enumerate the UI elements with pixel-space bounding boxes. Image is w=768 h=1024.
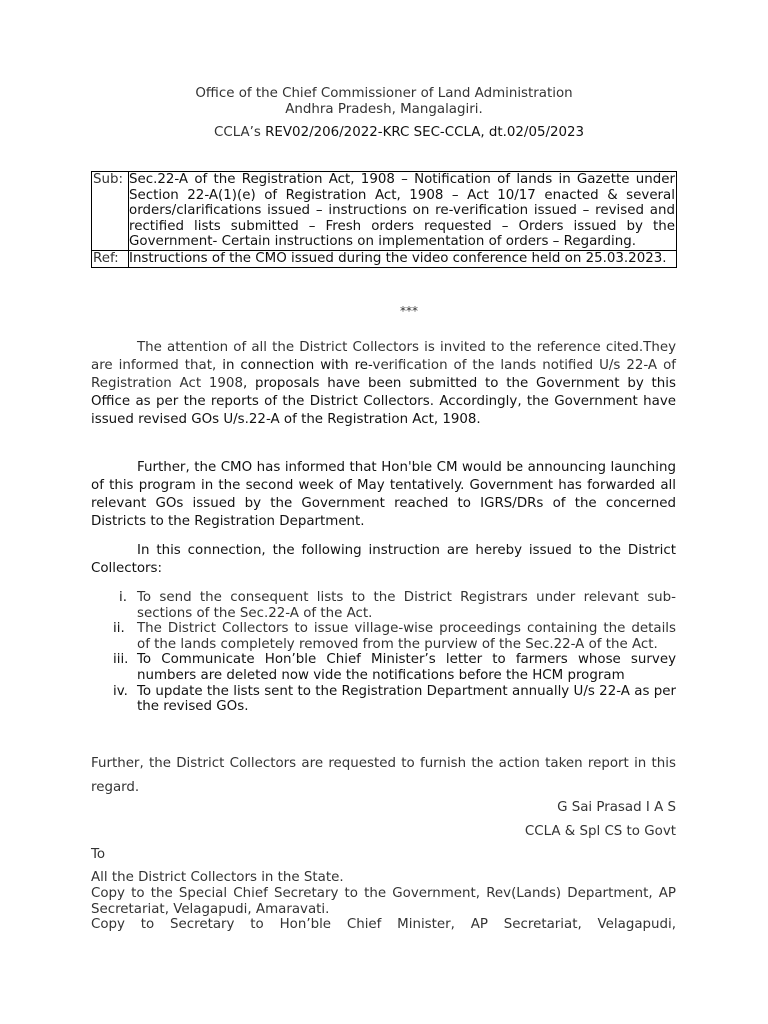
distribution-item: Copy to Secretary to Hon’ble Chief Minister, AP Secretariat, Velagapudi, [91, 917, 676, 933]
subject-text: Sec.22-A of the Registration Act, 1908 – Notification of lands in Gazette under Section 22-A(1)(e) of Registration Act, 1908 – Act 10/17 enacted & several orders/clarifications issued – instructions on re-verification issued – revised and rectified lists submitted – Fresh orders requested – Orders issued by the Government- Certain instructions on implementation of orders – Regarding. [129, 172, 675, 250]
list-item [91, 590, 676, 621]
signatory-name: G Sai Prasad I A S [557, 800, 676, 815]
paragraph-attention-part4: , proposals have been submitted to the Government by this Office as per the reports of the District Collectors. Accordingly, the Government have issued revised GOs U/s.22-A of the Registration Act, 1908. [91, 376, 676, 427]
list-item [91, 684, 676, 715]
instruction-list [91, 590, 676, 715]
paragraph-attention-part3: verification of the lands notified U/s 22-A of Registration Act 1908 [91, 358, 676, 391]
paragraph-connection-text: In this connection, the following instruction are hereby issued to the District Collectors: [91, 543, 676, 576]
reference-text: Instructions of the CMO issued during the video conference held on 25.03.2023. [129, 250, 677, 267]
reference-number [214, 125, 584, 140]
reference-label: Ref: [92, 250, 129, 267]
office-title: Office of the Chief Commissioner of Land Administration [195, 86, 573, 101]
closing-paragraph: Further, the District Collectors are requested to furnish the action taken report in this regard. [91, 756, 676, 795]
distribution-item: All the District Collectors in the State. [91, 870, 344, 885]
distribution-list [91, 870, 676, 933]
list-item [91, 652, 676, 683]
distribution-item: Copy to the Special Chief Secretary to the Government, Rev(Lands) Department, AP Secretariat, Velagapudi, Amaravati. [91, 885, 676, 917]
paragraph-cmo-text: Further, the CMO has informed that Hon'ble CM would be announcing launching of this program in the second week of May tentatively. Government has forwarded all relevant GOs issued by the Government reached to IGRS/DRs of the concerned Districts to the Registration Department. [91, 460, 676, 529]
reference-code: REV02/206/2022-KRC SEC-CCLA, dt.02/05/2023 [265, 125, 585, 140]
list-item-text: To Communicate Hon’ble Chief Minister’s letter to farmers whose survey numbers are deleted now vide the notifications before the HCM program [137, 652, 676, 683]
list-item-number: i. [119, 590, 127, 605]
signatory-designation: CCLA & Spl CS to Govt [524, 824, 676, 839]
reference-prefix: CCLA’s [214, 125, 266, 140]
paragraph-attention-part2: in connection with re- [216, 358, 373, 373]
office-location: Andhra Pradesh, Mangalagiri. [285, 102, 483, 117]
list-item [91, 621, 676, 652]
separator: *** [400, 304, 418, 318]
paragraph-cmo [91, 459, 676, 531]
paragraph-connection [91, 542, 676, 578]
paragraph-attention-part1: The attention of all the District Collectors is invited to the reference cited.They are informed that, [91, 340, 676, 373]
reference-row [92, 250, 677, 267]
subject-reference-table [91, 171, 677, 268]
list-item-text: To update the lists sent to the Registration Department annually U/s 22-A as per the revised GOs. [137, 683, 676, 715]
paragraph-attention [91, 339, 676, 429]
list-item-text: The District Collectors to issue village-wise proceedings containing the details of the lands completely removed from the purview of the Sec.22-A of the Act. [137, 621, 676, 652]
subject-row [92, 172, 677, 251]
list-item-number: iv. [113, 683, 128, 699]
list-item-number: ii. [113, 621, 125, 637]
subject-label: Sub: [92, 172, 129, 251]
list-item-number: iii. [113, 652, 129, 668]
to-label: To [91, 847, 106, 862]
list-item-text: To send the consequent lists to the District Registrars under relevant sub-sections of the Sec.22-A of the Act. [137, 590, 676, 621]
